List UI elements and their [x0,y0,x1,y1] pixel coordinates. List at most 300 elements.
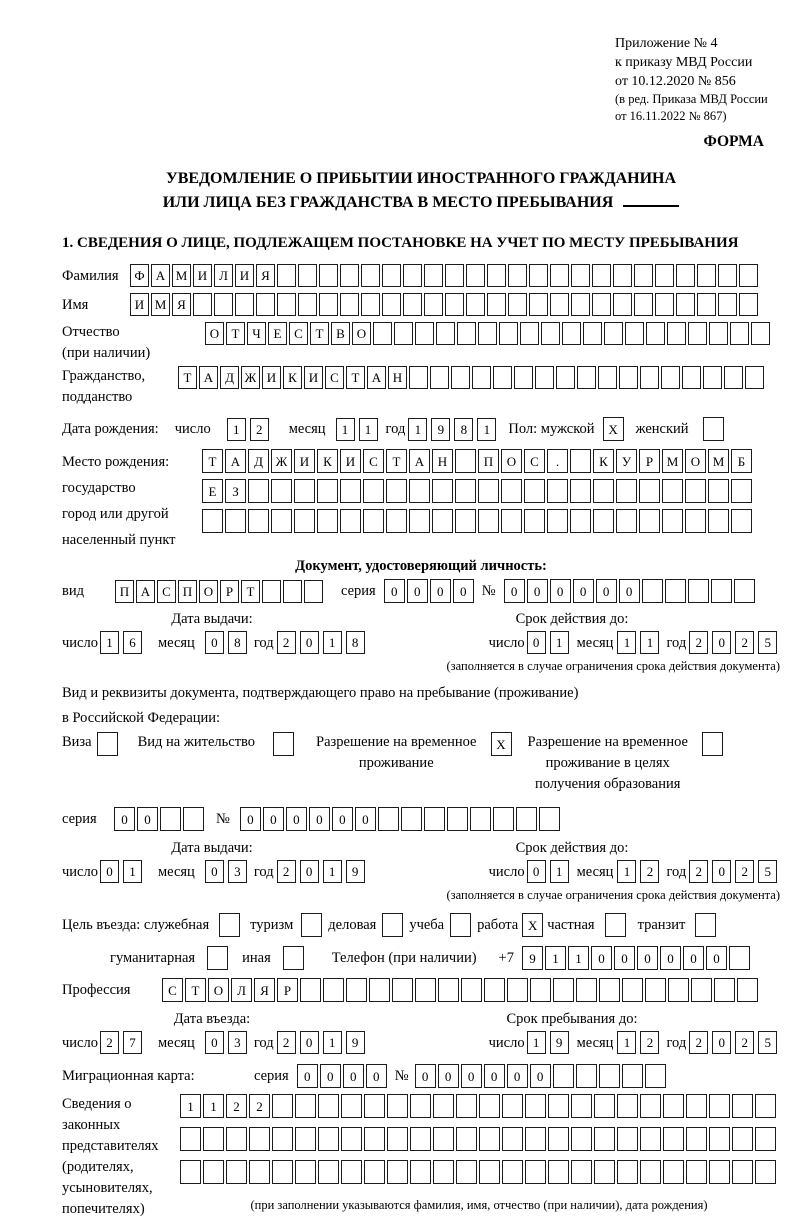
char-cell[interactable]: 0 [683,946,704,970]
char-cell[interactable] [382,293,401,316]
char-cell[interactable]: П [178,580,197,603]
char-cell[interactable] [548,1160,569,1184]
char-cell[interactable] [665,579,686,603]
char-cell[interactable] [386,509,407,533]
char-cell[interactable]: 2 [689,1031,708,1054]
char-cell[interactable] [691,978,712,1002]
char-cell[interactable]: 0 [300,860,319,883]
char-cell[interactable] [295,1094,316,1118]
char-cell[interactable] [524,509,545,533]
char-cell[interactable]: 2 [226,1094,247,1118]
char-cell[interactable] [507,978,528,1002]
char-cell[interactable] [535,366,554,389]
char-cell[interactable]: 0 [100,860,119,883]
char-cell[interactable]: 0 [430,579,451,603]
purpose-study-checkbox[interactable] [450,913,471,937]
char-cell[interactable] [364,1127,385,1151]
char-cell[interactable] [323,978,344,1002]
char-cell[interactable]: С [289,322,308,345]
char-cell[interactable] [685,479,706,503]
char-cell[interactable]: 1 [203,1094,224,1118]
char-cell[interactable]: 1 [408,418,427,441]
char-cell[interactable]: 2 [100,1031,119,1054]
char-cell[interactable] [593,479,614,503]
char-cell[interactable]: 0 [527,579,548,603]
char-cell[interactable] [571,1160,592,1184]
char-cell[interactable] [445,293,464,316]
char-cell[interactable]: И [304,366,323,389]
char-cell[interactable] [256,293,275,316]
char-cell[interactable]: 2 [689,631,708,654]
char-cell[interactable] [271,509,292,533]
purpose-other-checkbox[interactable] [283,946,304,970]
residence-permit-checkbox[interactable] [273,732,294,756]
char-cell[interactable]: А [136,580,155,603]
char-cell[interactable]: О [352,322,371,345]
char-cell[interactable] [619,366,638,389]
char-cell[interactable] [317,509,338,533]
char-cell[interactable]: З [225,479,246,503]
char-cell[interactable]: Т [346,366,365,389]
char-cell[interactable] [295,1127,316,1151]
char-cell[interactable] [640,1127,661,1151]
char-cell[interactable]: 2 [277,1031,296,1054]
char-cell[interactable]: 1 [545,946,566,970]
char-cell[interactable] [714,978,735,1002]
char-cell[interactable]: 1 [323,1031,342,1054]
char-cell[interactable] [613,293,632,316]
char-cell[interactable] [373,322,392,345]
char-cell[interactable] [298,264,317,287]
char-cell[interactable] [387,1127,408,1151]
char-cell[interactable] [341,1127,362,1151]
char-cell[interactable] [571,264,590,287]
char-cell[interactable] [745,366,764,389]
char-cell[interactable]: Е [268,322,287,345]
char-cell[interactable]: Т [241,580,260,603]
char-cell[interactable]: 1 [568,946,589,970]
char-cell[interactable]: У [616,449,637,473]
char-cell[interactable] [501,479,522,503]
char-cell[interactable] [604,322,623,345]
char-cell[interactable]: 5 [758,631,777,654]
char-cell[interactable] [663,1160,684,1184]
char-cell[interactable] [392,978,413,1002]
char-cell[interactable] [283,580,302,603]
char-cell[interactable] [570,479,591,503]
char-cell[interactable] [541,322,560,345]
char-cell[interactable] [592,264,611,287]
char-cell[interactable]: 2 [277,860,296,883]
char-cell[interactable] [249,1127,270,1151]
char-cell[interactable] [594,1127,615,1151]
char-cell[interactable] [530,978,551,1002]
purpose-official-checkbox[interactable] [219,913,240,937]
char-cell[interactable]: О [208,978,229,1002]
char-cell[interactable] [226,1160,247,1184]
char-cell[interactable]: 2 [250,418,269,441]
char-cell[interactable] [364,1094,385,1118]
male-checkbox[interactable]: X [603,417,624,441]
char-cell[interactable] [499,322,518,345]
char-cell[interactable]: Я [256,264,275,287]
char-cell[interactable] [709,1094,730,1118]
char-cell[interactable] [516,807,537,831]
char-cell[interactable]: 9 [550,1031,569,1054]
char-cell[interactable] [487,264,506,287]
char-cell[interactable]: Р [220,580,239,603]
char-cell[interactable]: Д [248,449,269,473]
char-cell[interactable] [599,978,620,1002]
char-cell[interactable] [525,1127,546,1151]
char-cell[interactable] [663,1127,684,1151]
char-cell[interactable]: 3 [228,1031,247,1054]
char-cell[interactable]: 0 [573,579,594,603]
char-cell[interactable]: Я [254,978,275,1002]
char-cell[interactable]: 0 [453,579,474,603]
char-cell[interactable]: П [478,449,499,473]
char-cell[interactable] [508,264,527,287]
char-cell[interactable]: 8 [454,418,473,441]
char-cell[interactable]: 0 [712,631,731,654]
char-cell[interactable] [319,293,338,316]
char-cell[interactable] [718,293,737,316]
char-cell[interactable] [225,509,246,533]
char-cell[interactable]: Т [185,978,206,1002]
char-cell[interactable] [739,293,758,316]
char-cell[interactable] [529,293,548,316]
purpose-transit-checkbox[interactable] [695,913,716,937]
char-cell[interactable] [382,264,401,287]
char-cell[interactable] [436,322,455,345]
char-cell[interactable]: 0 [137,807,158,831]
char-cell[interactable]: 0 [415,1064,436,1088]
char-cell[interactable]: 2 [640,860,659,883]
char-cell[interactable] [479,1160,500,1184]
char-cell[interactable] [424,807,445,831]
char-cell[interactable]: . [547,449,568,473]
char-cell[interactable] [478,509,499,533]
char-cell[interactable] [403,293,422,316]
char-cell[interactable]: 2 [689,860,708,883]
char-cell[interactable]: 0 [309,807,330,831]
char-cell[interactable] [594,1094,615,1118]
char-cell[interactable] [415,322,434,345]
char-cell[interactable]: О [205,322,224,345]
char-cell[interactable] [553,1064,574,1088]
char-cell[interactable] [645,978,666,1002]
char-cell[interactable] [622,978,643,1002]
purpose-tourism-checkbox[interactable] [301,913,322,937]
char-cell[interactable]: 0 [114,807,135,831]
char-cell[interactable] [593,509,614,533]
char-cell[interactable] [576,978,597,1002]
char-cell[interactable]: Т [178,366,197,389]
char-cell[interactable] [502,1094,523,1118]
char-cell[interactable] [248,509,269,533]
char-cell[interactable] [424,293,443,316]
char-cell[interactable] [300,978,321,1002]
char-cell[interactable]: 6 [123,631,142,654]
char-cell[interactable] [409,509,430,533]
char-cell[interactable]: А [151,264,170,287]
char-cell[interactable]: И [130,293,149,316]
char-cell[interactable] [456,1160,477,1184]
char-cell[interactable]: 7 [123,1031,142,1054]
char-cell[interactable]: Р [277,978,298,1002]
char-cell[interactable] [424,264,443,287]
char-cell[interactable]: 0 [619,579,640,603]
char-cell[interactable] [203,1160,224,1184]
char-cell[interactable]: М [172,264,191,287]
char-cell[interactable] [451,366,470,389]
char-cell[interactable]: 1 [323,860,342,883]
char-cell[interactable]: 1 [180,1094,201,1118]
char-cell[interactable] [556,366,575,389]
char-cell[interactable]: 3 [228,860,247,883]
char-cell[interactable] [520,322,539,345]
char-cell[interactable] [737,978,758,1002]
char-cell[interactable] [318,1160,339,1184]
char-cell[interactable] [461,978,482,1002]
char-cell[interactable] [387,1160,408,1184]
char-cell[interactable] [386,479,407,503]
char-cell[interactable] [524,479,545,503]
char-cell[interactable] [709,322,728,345]
char-cell[interactable]: 1 [617,631,636,654]
char-cell[interactable] [456,1094,477,1118]
char-cell[interactable]: В [331,322,350,345]
char-cell[interactable] [724,366,743,389]
char-cell[interactable]: 2 [735,860,754,883]
char-cell[interactable]: О [685,449,706,473]
char-cell[interactable]: 0 [205,631,224,654]
char-cell[interactable] [755,1094,776,1118]
char-cell[interactable] [304,580,323,603]
char-cell[interactable] [295,1160,316,1184]
char-cell[interactable]: 2 [735,631,754,654]
char-cell[interactable]: 0 [300,631,319,654]
char-cell[interactable] [668,978,689,1002]
char-cell[interactable]: Ф [130,264,149,287]
char-cell[interactable] [340,264,359,287]
char-cell[interactable] [235,293,254,316]
char-cell[interactable]: 9 [346,1031,365,1054]
char-cell[interactable] [548,1094,569,1118]
char-cell[interactable] [514,366,533,389]
visa-checkbox[interactable] [97,732,118,756]
purpose-private-checkbox[interactable] [605,913,626,937]
char-cell[interactable] [570,509,591,533]
char-cell[interactable]: Л [214,264,233,287]
char-cell[interactable] [409,366,428,389]
char-cell[interactable] [708,479,729,503]
char-cell[interactable] [364,1160,385,1184]
char-cell[interactable] [409,479,430,503]
char-cell[interactable] [501,509,522,533]
char-cell[interactable] [529,264,548,287]
char-cell[interactable] [594,1160,615,1184]
char-cell[interactable] [363,479,384,503]
char-cell[interactable]: К [317,449,338,473]
char-cell[interactable]: 1 [640,631,659,654]
char-cell[interactable]: 8 [346,631,365,654]
char-cell[interactable] [478,322,497,345]
char-cell[interactable] [718,264,737,287]
char-cell[interactable] [645,1064,666,1088]
char-cell[interactable] [410,1094,431,1118]
char-cell[interactable]: 0 [591,946,612,970]
char-cell[interactable]: 5 [758,860,777,883]
char-cell[interactable] [361,264,380,287]
char-cell[interactable]: 0 [637,946,658,970]
char-cell[interactable] [646,322,665,345]
char-cell[interactable] [634,264,653,287]
char-cell[interactable] [562,322,581,345]
char-cell[interactable] [277,293,296,316]
char-cell[interactable] [472,366,491,389]
char-cell[interactable] [547,509,568,533]
char-cell[interactable]: 0 [205,1031,224,1054]
char-cell[interactable]: 0 [614,946,635,970]
char-cell[interactable] [430,366,449,389]
char-cell[interactable] [394,322,413,345]
char-cell[interactable] [739,264,758,287]
char-cell[interactable]: 0 [504,579,525,603]
char-cell[interactable] [387,1094,408,1118]
char-cell[interactable] [592,293,611,316]
char-cell[interactable]: 1 [477,418,496,441]
char-cell[interactable] [378,807,399,831]
char-cell[interactable] [466,293,485,316]
char-cell[interactable]: 9 [522,946,543,970]
char-cell[interactable] [571,1127,592,1151]
char-cell[interactable] [318,1127,339,1151]
char-cell[interactable] [249,1160,270,1184]
char-cell[interactable] [616,509,637,533]
char-cell[interactable] [318,1094,339,1118]
char-cell[interactable]: О [199,580,218,603]
char-cell[interactable] [317,479,338,503]
char-cell[interactable] [755,1160,776,1184]
char-cell[interactable] [676,293,695,316]
char-cell[interactable] [577,366,596,389]
char-cell[interactable]: 0 [384,579,405,603]
char-cell[interactable]: М [708,449,729,473]
char-cell[interactable] [688,322,707,345]
char-cell[interactable] [661,366,680,389]
char-cell[interactable] [341,1094,362,1118]
char-cell[interactable]: 1 [617,860,636,883]
char-cell[interactable]: 0 [706,946,727,970]
char-cell[interactable] [508,293,527,316]
char-cell[interactable]: 9 [346,860,365,883]
female-checkbox[interactable] [703,417,724,441]
char-cell[interactable] [685,509,706,533]
char-cell[interactable]: 2 [735,1031,754,1054]
char-cell[interactable]: Ж [271,449,292,473]
char-cell[interactable]: Т [202,449,223,473]
char-cell[interactable] [466,264,485,287]
char-cell[interactable] [731,509,752,533]
char-cell[interactable]: Ч [247,322,266,345]
char-cell[interactable] [709,1160,730,1184]
char-cell[interactable]: 1 [323,631,342,654]
char-cell[interactable] [525,1160,546,1184]
char-cell[interactable] [548,1127,569,1151]
char-cell[interactable] [688,579,709,603]
char-cell[interactable]: 0 [343,1064,364,1088]
char-cell[interactable] [731,479,752,503]
char-cell[interactable] [203,1127,224,1151]
char-cell[interactable] [598,366,617,389]
char-cell[interactable]: М [151,293,170,316]
char-cell[interactable] [487,293,506,316]
char-cell[interactable] [676,264,695,287]
char-cell[interactable]: 2 [640,1031,659,1054]
edu-temp-residence-checkbox[interactable] [702,732,723,756]
char-cell[interactable] [294,479,315,503]
char-cell[interactable] [493,366,512,389]
char-cell[interactable] [708,509,729,533]
char-cell[interactable] [277,264,296,287]
char-cell[interactable] [369,978,390,1002]
char-cell[interactable] [502,1127,523,1151]
char-cell[interactable] [248,479,269,503]
temp-residence-checkbox[interactable]: X [491,732,512,756]
char-cell[interactable] [183,807,204,831]
char-cell[interactable] [539,807,560,831]
char-cell[interactable] [193,293,212,316]
char-cell[interactable] [634,293,653,316]
char-cell[interactable]: 8 [228,631,247,654]
char-cell[interactable]: 0 [355,807,376,831]
char-cell[interactable] [730,322,749,345]
char-cell[interactable]: 1 [336,418,355,441]
char-cell[interactable]: М [662,449,683,473]
char-cell[interactable]: 0 [332,807,353,831]
char-cell[interactable] [571,293,590,316]
char-cell[interactable] [682,366,701,389]
char-cell[interactable]: 1 [550,631,569,654]
char-cell[interactable]: 1 [527,1031,546,1054]
char-cell[interactable]: 1 [100,631,119,654]
char-cell[interactable] [616,479,637,503]
char-cell[interactable]: К [283,366,302,389]
char-cell[interactable] [432,509,453,533]
char-cell[interactable]: Л [231,978,252,1002]
char-cell[interactable]: 0 [484,1064,505,1088]
char-cell[interactable] [262,580,281,603]
char-cell[interactable]: А [409,449,430,473]
char-cell[interactable] [613,264,632,287]
char-cell[interactable] [401,807,422,831]
char-cell[interactable]: К [593,449,614,473]
char-cell[interactable] [686,1094,707,1118]
char-cell[interactable] [433,1094,454,1118]
char-cell[interactable] [214,293,233,316]
char-cell[interactable] [617,1160,638,1184]
char-cell[interactable] [470,807,491,831]
char-cell[interactable]: 1 [227,418,246,441]
char-cell[interactable] [298,293,317,316]
char-cell[interactable] [640,1094,661,1118]
char-cell[interactable] [755,1127,776,1151]
char-cell[interactable]: 5 [758,1031,777,1054]
char-cell[interactable] [341,1160,362,1184]
purpose-work-checkbox[interactable]: X [522,913,543,937]
char-cell[interactable]: 0 [320,1064,341,1088]
